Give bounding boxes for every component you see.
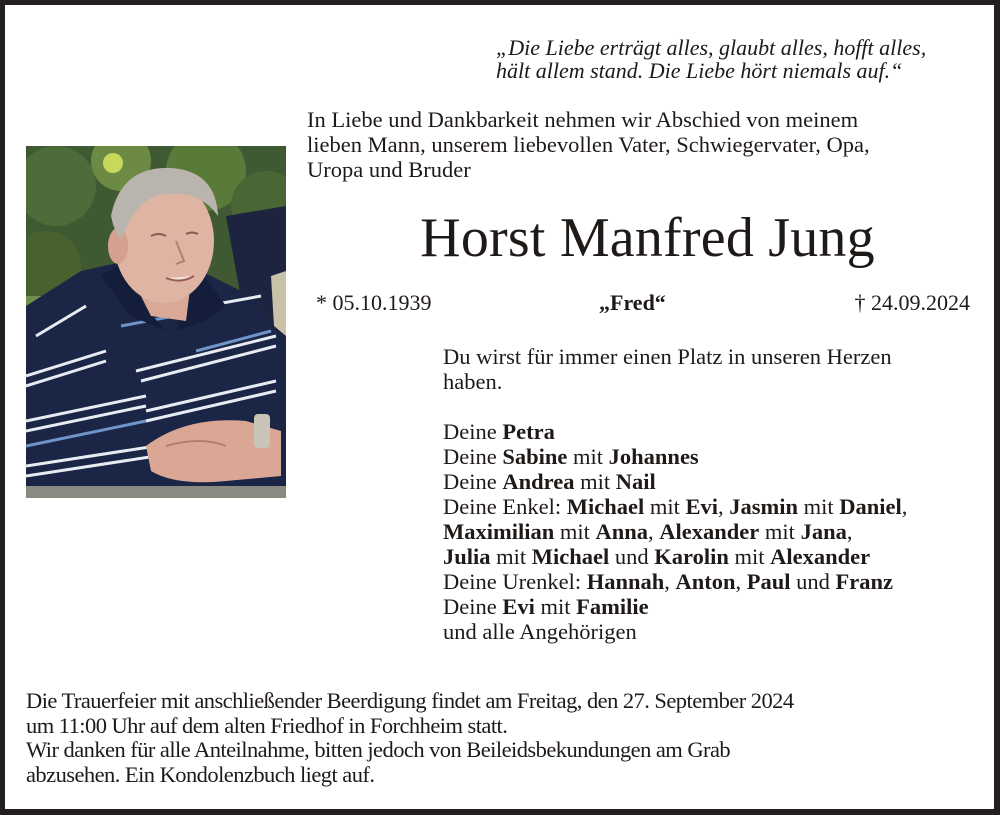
death-date: † 24.09.2024 bbox=[854, 290, 970, 315]
intro-line-2: lieben Mann, unserem liebevollen Vater, Schwiegervater, Opa, bbox=[307, 132, 870, 157]
mourner-text: mit bbox=[554, 519, 596, 544]
mourner-name: Petra bbox=[502, 419, 555, 444]
mourner-text: , bbox=[648, 519, 660, 544]
mourner-text: Deine bbox=[443, 419, 503, 444]
deceased-name: Horst Manfred Jung bbox=[420, 207, 875, 269]
mourner-text: , bbox=[901, 494, 908, 519]
bible-quote bbox=[496, 36, 956, 82]
mourner-name: Michael bbox=[531, 544, 610, 569]
mourner-name: Julia bbox=[443, 544, 491, 569]
mourner-name: Daniel bbox=[839, 494, 902, 519]
mourner-text: Deine bbox=[443, 444, 503, 469]
mourner-line bbox=[443, 419, 983, 444]
notice-line-1: Die Trauerfeier mit anschließender Beerdigung findet am Freitag, den 27. September 2024 bbox=[26, 688, 794, 713]
mourner-text: mit bbox=[490, 544, 532, 569]
mourner-name: Anton bbox=[675, 569, 736, 594]
funeral-notice bbox=[26, 689, 986, 787]
mourner-name: Evi bbox=[502, 594, 535, 619]
mourner-name: Sabine bbox=[502, 444, 568, 469]
mourner-text: , bbox=[846, 519, 853, 544]
mourners-list bbox=[443, 419, 983, 644]
mourner-text: und alle Angehörigen bbox=[443, 619, 637, 644]
mourner-line bbox=[443, 594, 983, 619]
mourner-text: Deine Enkel: bbox=[443, 494, 567, 519]
mourner-text: mit bbox=[567, 444, 609, 469]
mourner-text: , bbox=[664, 569, 676, 594]
quote-line-1: „Die Liebe erträgt alles, glaubt alles, hofft alles, bbox=[496, 35, 927, 60]
mourner-line bbox=[443, 619, 983, 644]
mourner-text: mit bbox=[534, 594, 577, 619]
mourner-text: , bbox=[735, 569, 747, 594]
mourner-text: mit bbox=[728, 544, 771, 569]
mourner-name: Paul bbox=[746, 569, 791, 594]
mourner-text: Deine bbox=[443, 594, 503, 619]
mourner-line bbox=[443, 444, 983, 469]
mourner-name: Andrea bbox=[502, 469, 575, 494]
mourner-name: Michael bbox=[566, 494, 645, 519]
mourner-name: Familie bbox=[576, 594, 649, 619]
mourner-line bbox=[443, 569, 983, 594]
mourner-text: mit bbox=[798, 494, 840, 519]
intro-line-1: In Liebe und Dankbarkeit nehmen wir Abschied von meinem bbox=[307, 107, 859, 132]
mourner-name: Franz bbox=[835, 569, 894, 594]
mourner-text: und bbox=[609, 544, 655, 569]
mourner-name: Alexander bbox=[659, 519, 760, 544]
notice-line-4: abzusehen. Ein Kondolenzbuch liegt auf. bbox=[26, 761, 375, 787]
mourner-text: mit bbox=[574, 469, 616, 494]
mourner-name: Evi bbox=[685, 494, 718, 519]
farewell-line-2: haben. bbox=[443, 369, 503, 394]
farewell-text bbox=[443, 344, 983, 394]
mourner-name: Jasmin bbox=[729, 494, 798, 519]
quote-line-2: hält allem stand. Die Liebe hört niemals auf.“ bbox=[496, 58, 903, 83]
portrait-illustration bbox=[26, 146, 286, 498]
mourner-name: Jana bbox=[800, 519, 847, 544]
mourner-name: Nail bbox=[615, 469, 656, 494]
birth-date: * 05.10.1939 bbox=[316, 290, 432, 315]
mourner-text: mit bbox=[644, 494, 686, 519]
mourner-name: Johannes bbox=[608, 444, 699, 469]
mourner-text: Deine Urenkel: bbox=[443, 569, 587, 594]
mourner-line bbox=[443, 494, 983, 519]
mourner-name: Karolin bbox=[654, 544, 729, 569]
notice-line-2: um 11:00 Uhr auf dem alten Friedhof in Forchheim statt. bbox=[26, 712, 508, 738]
mourner-text: , bbox=[717, 494, 730, 519]
mourner-text: mit bbox=[759, 519, 801, 544]
mourner-name: Alexander bbox=[770, 544, 871, 569]
mourner-text: und bbox=[790, 569, 836, 594]
mourner-name: Maximilian bbox=[443, 519, 555, 544]
mourner-line bbox=[443, 519, 983, 544]
mourner-line bbox=[443, 469, 983, 494]
mourner-name: Anna bbox=[595, 519, 649, 544]
mourner-name: Hannah bbox=[586, 569, 665, 594]
mourner-text: Deine bbox=[443, 469, 503, 494]
intro-line-3: Uropa und Bruder bbox=[307, 157, 471, 182]
intro-text bbox=[307, 107, 987, 182]
farewell-line-1: Du wirst für immer einen Platz in unseren Herzen bbox=[443, 344, 892, 369]
nickname: „Fred“ bbox=[599, 290, 666, 315]
notice-line-3: Wir danken für alle Anteilnahme, bitten jedoch von Beileidsbekundungen am Grab bbox=[26, 737, 731, 762]
mourner-line bbox=[443, 544, 983, 569]
portrait-photo bbox=[26, 146, 286, 498]
